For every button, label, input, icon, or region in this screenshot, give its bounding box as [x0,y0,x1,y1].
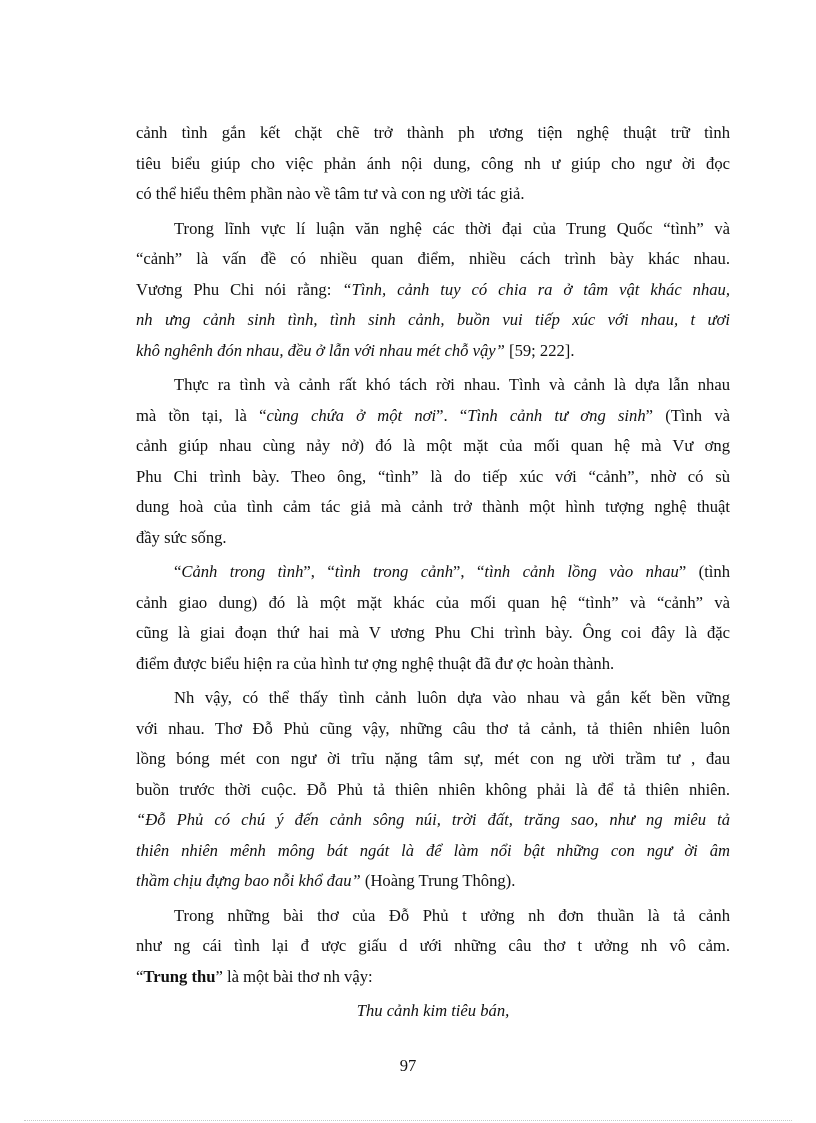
text-run: Trong lĩnh vực lí luận văn nghệ các thời đại của Trung Quốc “tình” và [174,218,730,238]
text-run: mà tồn tại, là “ [136,405,267,425]
text-run: lồng bóng mét con ngư ời trĩu nặng tâm sự, mét con ng ười trầm tư , đau [136,749,730,768]
paragraph [136,214,730,367]
text-line [136,588,730,619]
text-run: ” là một bài thơ nh vậy: [215,966,373,986]
text-run: Thực ra tình và cảnh rất khó tách rời nhau. Tình và cảnh là dựa lẫn nhau [174,375,730,394]
text-line [136,401,730,432]
italic-text: “Tình, cảnh tuy có chia ra ở tâm vật khác nhau, [342,279,730,299]
italic-text: tình cảnh lồng vào nhau [484,562,679,581]
text-run: như ng cái tình lại đ ược giấu d ưới những câu thơ t ưởng nh vô cảm. [136,936,730,955]
text-run: ”. “ [436,405,468,425]
text-line [136,618,730,649]
text-run: buồn trước thời cuộc. Đỗ Phủ tả thiên nhiên không phải là để tả thiên nhiên. [136,779,730,799]
text-line [136,492,730,523]
text-line [136,305,730,336]
text-run: cảnh tình gắn kết chặt chẽ trở thành ph ương tiện nghệ thuật trữ tình [136,123,730,142]
text-line [136,775,730,806]
text-run: tiêu biểu giúp cho việc phản ánh nội dung, công nh ư giúp cho ngư ời đọc [136,153,730,173]
text-line [136,901,730,932]
text-line [136,431,730,462]
footer-divider [24,1120,792,1121]
text-run: “ [136,966,144,986]
text-run: đầy sức sống. [136,527,227,547]
poem-line: Thu cảnh kim tiêu bán, [356,1001,510,1020]
italic-text: Tình cảnh tư ơng sinh [467,405,646,425]
italic-text: “Đỗ Phủ có chú ý đến cảnh sông núi, trời đất, trăng sao, như ng miêu tả [136,810,730,829]
text-line [136,557,730,588]
text-line [136,370,730,401]
italic-text: Cảnh trong tình [181,562,304,581]
text-run: “ [174,562,182,581]
text-line [136,962,730,993]
italic-text: cùng chứa ở một nơi [266,405,437,425]
text-line [136,244,730,275]
text-run: (Hoàng Trung Thông). [360,871,516,890]
italic-text: khô nghênh đón nhau, đều ở lẫn với nhau mét chỗ vậy” [136,340,505,360]
paragraph [136,683,730,897]
text-line [136,336,730,367]
text-line [136,931,730,962]
text-run: cảnh giao dung) đó là một mặt khác của mối quan hệ “tình” và “cảnh” và [136,592,730,612]
text-run: cũng là giai đoạn thứ hai mà V ương Phu Chi trình bày. Ông coi đây là đặc [136,623,730,642]
text-run: ”, “ [303,562,335,581]
text-run: “cảnh” là vấn đề có nhiều quan điểm, nhiều cách trình bày khác nhau. [136,249,730,268]
text-run: Vương Phu Chi nói rằng: [136,279,343,299]
paragraph [136,370,730,553]
text-line [136,805,730,836]
italic-text: tình trong cảnh [334,562,454,581]
text-line [136,275,730,306]
text-line [136,649,730,680]
bold-text: Trung thu [143,966,216,986]
page-number: 97 [399,1056,417,1075]
text-run: Nh vậy, có thể thấy tình cảnh luôn dựa vào nhau và gắn kết bền vững [174,688,730,707]
page-body [136,118,730,1027]
text-run: ” (tình [678,562,730,581]
text-run: dung hoà của tình cảm tác giả mà cảnh trở thành một hình tượng nghệ thuật [136,497,730,516]
paragraph [136,118,730,210]
text-line [136,866,730,897]
text-line [136,149,730,180]
text-line [136,523,730,554]
text-line [136,118,730,149]
italic-text: thầm chịu đựng bao nỗi khổ đau” [136,871,361,890]
text-run: cảnh giúp nhau cùng nảy nở) đó là một mặt của mối quan hệ mà Vư ơng [136,436,730,455]
text-run: ”, “ [453,562,485,581]
paragraph [136,557,730,679]
text-run: Phu Chi trình bày. Theo ông, “tình” là do tiếp xúc với “cảnh”, nhờ có sù [136,466,730,486]
italic-text: nh ưng cảnh sinh tình, tình sinh cảnh, buồn vui tiếp xúc với nhau, t ươi [136,310,730,329]
text-line [136,462,730,493]
text-line [136,714,730,745]
text-line [136,214,730,245]
italic-text: thiên nhiên mênh mông bát ngát là để làm nổi bật những con ngư ời âm [136,840,730,860]
text-run: có thể hiểu thêm phần nào về tâm tư và con ng ười tác giả. [136,184,525,203]
text-run: điểm được biểu hiện ra của hình tư ợng nghệ thuật đã đư ợc hoàn thành. [136,653,615,673]
paragraph [136,901,730,993]
text-line [136,683,730,714]
text-line [136,179,730,210]
text-run: với nhau. Thơ Đỗ Phủ cũng vậy, những câu thơ tả cảnh, tả thiên nhiên luôn [136,718,730,738]
text-run: ” (Tình và [645,405,730,425]
text-line [136,744,730,775]
text-line [136,836,730,867]
text-run: [59; 222]. [504,340,575,360]
text-run: Trong những bài thơ của Đỗ Phủ t ưởng nh đơn thuần là tả cảnh [174,905,730,925]
